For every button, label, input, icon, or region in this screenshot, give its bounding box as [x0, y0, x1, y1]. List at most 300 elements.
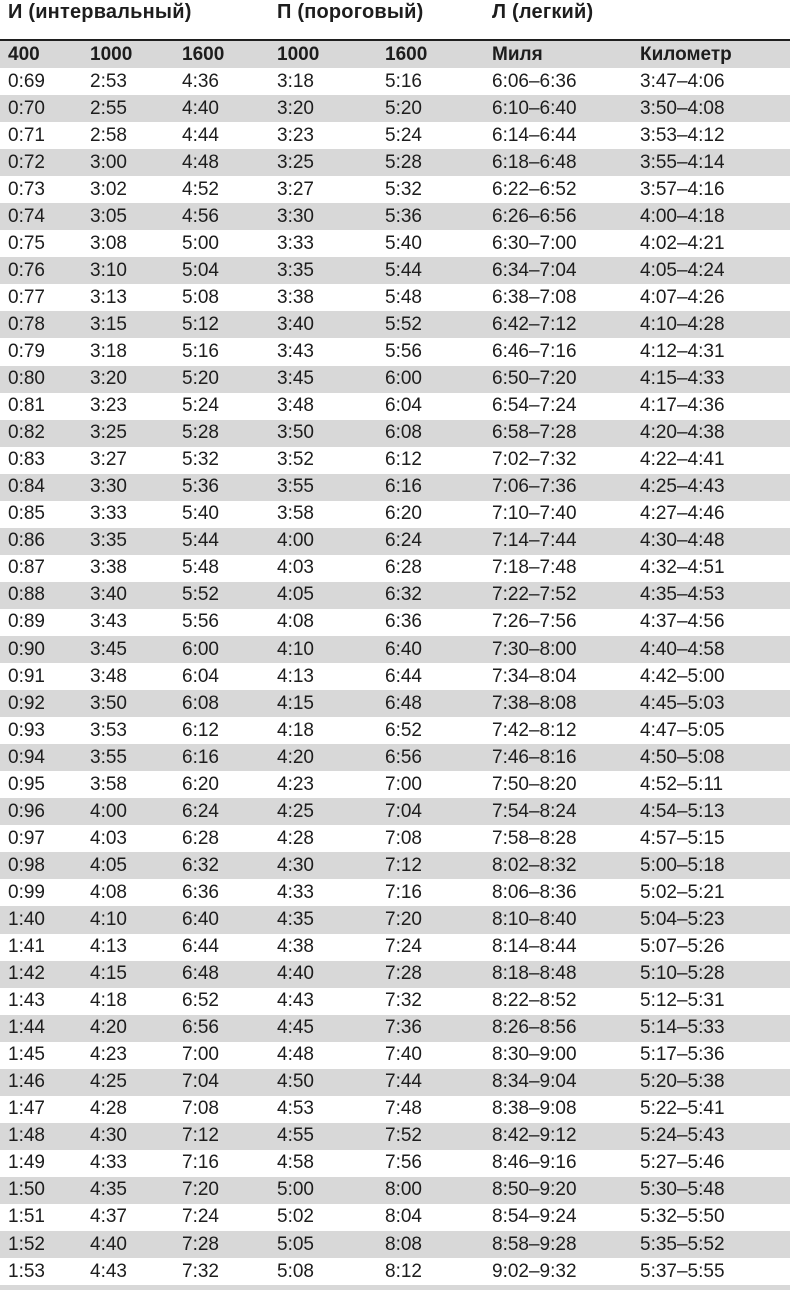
- table-cell: 0:90: [8, 638, 45, 660]
- table-cell: 8:02–8:32: [492, 854, 577, 876]
- table-cell: 1:40: [8, 908, 45, 930]
- table-cell: 9:02–9:32: [492, 1260, 577, 1282]
- table-cell: 7:24: [182, 1206, 219, 1228]
- table-cell: 4:40–4:58: [640, 638, 725, 660]
- table-cell: 3:27: [90, 449, 127, 471]
- table-cell: 4:23: [90, 1044, 127, 1066]
- table-cell: 4:45: [277, 1017, 314, 1039]
- table-cell: 3:25: [90, 422, 127, 444]
- table-cell: 5:32–5:50: [640, 1206, 725, 1228]
- table-row: [0, 798, 790, 825]
- table-row: [0, 1177, 790, 1204]
- table-cell: 5:12–5:31: [640, 990, 725, 1012]
- table-cell: 4:18: [90, 990, 127, 1012]
- table-cell: 7:16: [182, 1152, 219, 1174]
- table-cell: 6:54–7:24: [492, 395, 577, 417]
- table-cell: 3:53–4:12: [640, 124, 725, 146]
- table-cell: 0:95: [8, 773, 45, 795]
- table-cell: 8:14–8:44: [492, 936, 577, 958]
- table-cell: 7:00: [385, 773, 422, 795]
- table-cell: 4:57–5:15: [640, 827, 725, 849]
- table-cell: 4:02–4:21: [640, 232, 725, 254]
- table-cell: 5:10–5:28: [640, 963, 725, 985]
- table-cell: 4:52: [182, 178, 219, 200]
- table-cell: 3:55: [277, 476, 314, 498]
- table-cell: 1:42: [8, 963, 45, 985]
- table-cell: 3:25: [277, 151, 314, 173]
- table-cell: 4:15: [90, 963, 127, 985]
- table-cell: 0:80: [8, 368, 45, 390]
- table-cell: 4:03: [277, 557, 314, 579]
- table-cell: 1:43: [8, 990, 45, 1012]
- table-cell: 3:50: [277, 422, 314, 444]
- table-cell: 7:46–8:16: [492, 746, 577, 768]
- table-cell: 6:52: [182, 990, 219, 1012]
- table-row: [0, 122, 790, 149]
- table-row: [0, 879, 790, 906]
- table-cell: 4:50–5:08: [640, 746, 725, 768]
- column-header-1600m-interval: 1600: [182, 43, 225, 65]
- table-cell: 6:08: [385, 422, 422, 444]
- table-cell: 4:20–4:38: [640, 422, 725, 444]
- table-cell: 4:37–4:56: [640, 611, 725, 633]
- table-cell: 6:38–7:08: [492, 286, 577, 308]
- table-cell: 3:38: [277, 286, 314, 308]
- table-cell: 7:14–7:44: [492, 530, 577, 552]
- table-cell: 4:05: [90, 854, 127, 876]
- table-cell: 8:54–9:24: [492, 1206, 577, 1228]
- table-cell: 6:34–7:04: [492, 259, 577, 281]
- table-row: [0, 447, 790, 474]
- table-cell: 4:00: [277, 530, 314, 552]
- table-cell: 6:52: [385, 719, 422, 741]
- table-cell: 8:10–8:40: [492, 908, 577, 930]
- table-cell: 4:13: [277, 665, 314, 687]
- table-cell: 7:18–7:48: [492, 557, 577, 579]
- table-cell: 4:48: [277, 1044, 314, 1066]
- table-cell: 3:40: [277, 313, 314, 335]
- table-cell: 6:00: [385, 368, 422, 390]
- table-cell: 1:45: [8, 1044, 45, 1066]
- table-cell: 6:32: [182, 854, 219, 876]
- table-cell: 6:40: [182, 908, 219, 930]
- table-cell: 7:00: [182, 1044, 219, 1066]
- table-cell: 8:06–8:36: [492, 881, 577, 903]
- table-cell: 0:87: [8, 557, 45, 579]
- table-cell: 4:56: [182, 205, 219, 227]
- table-cell: 0:92: [8, 692, 45, 714]
- table-cell: 7:40: [385, 1044, 422, 1066]
- table-cell: 7:32: [182, 1260, 219, 1282]
- table-cell: 5:30–5:48: [640, 1179, 725, 1201]
- table-cell: 3:52: [277, 449, 314, 471]
- table-cell: 3:20: [90, 368, 127, 390]
- table-cell: 6:28: [182, 827, 219, 849]
- table-row: [0, 230, 790, 257]
- table-cell: 5:32: [385, 178, 422, 200]
- table-cell: 3:05: [90, 205, 127, 227]
- table-cell: 4:08: [90, 881, 127, 903]
- table-cell: 0:84: [8, 476, 45, 498]
- table-cell: 4:30–4:48: [640, 530, 725, 552]
- table-cell: 5:35–5:52: [640, 1233, 725, 1255]
- table-cell: 7:02–7:32: [492, 449, 577, 471]
- table-cell: 3:57–4:16: [640, 178, 725, 200]
- table-cell: 4:35–4:53: [640, 584, 725, 606]
- table-cell: 5:04–5:23: [640, 908, 725, 930]
- column-header-mile-easy: Миля: [492, 43, 543, 65]
- table-cell: 6:36: [182, 881, 219, 903]
- table-cell: 5:32: [182, 449, 219, 471]
- table-cell: 0:98: [8, 854, 45, 876]
- next-row-sliver: [0, 1285, 790, 1290]
- table-cell: 7:16: [385, 881, 422, 903]
- table-cell: 5:16: [385, 70, 422, 92]
- table-cell: 4:38: [277, 936, 314, 958]
- table-row: [0, 1096, 790, 1123]
- table-cell: 0:97: [8, 827, 45, 849]
- table-row: [0, 95, 790, 122]
- table-cell: 6:40: [385, 638, 422, 660]
- table-row: [0, 68, 790, 95]
- table-row: [0, 528, 790, 555]
- table-row: [0, 636, 790, 663]
- group-header-threshold: П (пороговый): [277, 1, 424, 23]
- table-cell: 1:46: [8, 1071, 45, 1093]
- column-header-1600m-threshold: 1600: [385, 43, 428, 65]
- table-cell: 7:54–8:24: [492, 800, 577, 822]
- column-header-kilometer-easy: Километр: [640, 43, 732, 65]
- table-cell: 7:12: [385, 854, 422, 876]
- table-cell: 4:10–4:28: [640, 313, 725, 335]
- table-row: [0, 257, 790, 284]
- table-cell: 3:43: [90, 611, 127, 633]
- table-cell: 4:25: [277, 800, 314, 822]
- table-row: [0, 744, 790, 771]
- table-cell: 4:20: [277, 746, 314, 768]
- table-cell: 5:52: [385, 313, 422, 335]
- table-cell: 6:44: [385, 665, 422, 687]
- table-cell: 8:00: [385, 1179, 422, 1201]
- table-cell: 7:56: [385, 1152, 422, 1174]
- table-cell: 7:28: [182, 1233, 219, 1255]
- table-cell: 0:71: [8, 124, 45, 146]
- column-header-row: [0, 41, 790, 68]
- table-cell: 5:27–5:46: [640, 1152, 725, 1174]
- table-cell: 4:25–4:43: [640, 476, 725, 498]
- group-header-row: [0, 0, 790, 39]
- table-row: [0, 1123, 790, 1150]
- table-cell: 6:22–6:52: [492, 178, 577, 200]
- table-cell: 5:05: [277, 1233, 314, 1255]
- table-cell: 6:16: [182, 746, 219, 768]
- table-cell: 6:12: [385, 449, 422, 471]
- table-cell: 4:00–4:18: [640, 205, 725, 227]
- table-cell: 5:56: [385, 340, 422, 362]
- table-row: [0, 988, 790, 1015]
- table-cell: 4:54–5:13: [640, 800, 725, 822]
- table-cell: 7:26–7:56: [492, 611, 577, 633]
- table-cell: 3:15: [90, 313, 127, 335]
- table-row: [0, 393, 790, 420]
- table-cell: 5:40: [385, 232, 422, 254]
- table-row: [0, 149, 790, 176]
- table-cell: 0:76: [8, 259, 45, 281]
- table-cell: 3:50–4:08: [640, 97, 725, 119]
- table-cell: 2:55: [90, 97, 127, 119]
- table-cell: 0:94: [8, 746, 45, 768]
- table-cell: 4:55: [277, 1125, 314, 1147]
- table-cell: 7:52: [385, 1125, 422, 1147]
- table-cell: 4:22–4:41: [640, 449, 725, 471]
- table-row: [0, 338, 790, 365]
- table-cell: 0:91: [8, 665, 45, 687]
- table-cell: 5:28: [385, 151, 422, 173]
- table-cell: 0:75: [8, 232, 45, 254]
- table-cell: 8:04: [385, 1206, 422, 1228]
- table-cell: 5:40: [182, 503, 219, 525]
- table-cell: 4:10: [277, 638, 314, 660]
- table-cell: 6:20: [385, 503, 422, 525]
- table-cell: 5:08: [182, 286, 219, 308]
- table-cell: 5:02: [277, 1206, 314, 1228]
- table-cell: 6:42–7:12: [492, 313, 577, 335]
- table-cell: 4:28: [277, 827, 314, 849]
- table-cell: 3:10: [90, 259, 127, 281]
- table-cell: 4:28: [90, 1098, 127, 1120]
- table-cell: 1:47: [8, 1098, 45, 1120]
- table-cell: 0:74: [8, 205, 45, 227]
- table-cell: 4:32–4:51: [640, 557, 725, 579]
- table-cell: 5:17–5:36: [640, 1044, 725, 1066]
- table-cell: 3:47–4:06: [640, 70, 725, 92]
- column-header-400m-interval: 400: [8, 43, 40, 65]
- table-cell: 4:42–5:00: [640, 665, 725, 687]
- table-cell: 7:36: [385, 1017, 422, 1039]
- group-header-interval: И (интервальный): [8, 1, 192, 23]
- table-row: [0, 420, 790, 447]
- table-cell: 1:41: [8, 936, 45, 958]
- table-cell: 5:00–5:18: [640, 854, 725, 876]
- table-body: [0, 68, 790, 1285]
- table-cell: 7:34–8:04: [492, 665, 577, 687]
- table-cell: 3:23: [277, 124, 314, 146]
- table-row: [0, 690, 790, 717]
- table-cell: 1:50: [8, 1179, 45, 1201]
- table-cell: 4:20: [90, 1017, 127, 1039]
- table-cell: 6:46–7:16: [492, 340, 577, 362]
- table-cell: 7:32: [385, 990, 422, 1012]
- table-cell: 3:35: [277, 259, 314, 281]
- table-cell: 6:14–6:44: [492, 124, 577, 146]
- table-cell: 4:44: [182, 124, 219, 146]
- table-cell: 4:23: [277, 773, 314, 795]
- table-row: [0, 934, 790, 961]
- table-cell: 0:88: [8, 584, 45, 606]
- table-row: [0, 906, 790, 933]
- table-cell: 3:30: [277, 205, 314, 227]
- table-row: [0, 284, 790, 311]
- table-row: [0, 1258, 790, 1285]
- table-cell: 6:16: [385, 476, 422, 498]
- table-cell: 4:40: [182, 97, 219, 119]
- table-cell: 0:82: [8, 422, 45, 444]
- table-cell: 8:22–8:52: [492, 990, 577, 1012]
- table-cell: 4:13: [90, 936, 127, 958]
- table-cell: 3:27: [277, 178, 314, 200]
- table-cell: 7:30–8:00: [492, 638, 577, 660]
- table-cell: 0:93: [8, 719, 45, 741]
- table-row: [0, 771, 790, 798]
- table-cell: 3:18: [90, 340, 127, 362]
- table-cell: 7:20: [385, 908, 422, 930]
- table-cell: 5:20–5:38: [640, 1071, 725, 1093]
- table-cell: 5:24: [385, 124, 422, 146]
- table-cell: 4:53: [277, 1098, 314, 1120]
- table-row: [0, 366, 790, 393]
- table-cell: 4:30: [277, 854, 314, 876]
- table-cell: 7:48: [385, 1098, 422, 1120]
- table-row: [0, 582, 790, 609]
- table-cell: 8:26–8:56: [492, 1017, 577, 1039]
- table-row: [0, 825, 790, 852]
- table-cell: 0:72: [8, 151, 45, 173]
- table-cell: 3:48: [90, 665, 127, 687]
- table-cell: 4:40: [277, 963, 314, 985]
- table-cell: 4:03: [90, 827, 127, 849]
- table-cell: 6:18–6:48: [492, 151, 577, 173]
- table-cell: 6:08: [182, 692, 219, 714]
- table-cell: 7:24: [385, 936, 422, 958]
- table-cell: 1:53: [8, 1260, 45, 1282]
- table-cell: 3:00: [90, 151, 127, 173]
- table-cell: 6:50–7:20: [492, 368, 577, 390]
- table-row: [0, 961, 790, 988]
- table-cell: 5:12: [182, 313, 219, 335]
- table-cell: 0:79: [8, 340, 45, 362]
- table-cell: 3:33: [90, 503, 127, 525]
- table-cell: 3:35: [90, 530, 127, 552]
- table-cell: 1:52: [8, 1233, 45, 1255]
- table-cell: 3:08: [90, 232, 127, 254]
- table-cell: 7:10–7:40: [492, 503, 577, 525]
- table-cell: 2:53: [90, 70, 127, 92]
- table-cell: 3:18: [277, 70, 314, 92]
- table-cell: 6:20: [182, 773, 219, 795]
- table-cell: 3:45: [90, 638, 127, 660]
- table-cell: 8:08: [385, 1233, 422, 1255]
- table-cell: 5:24: [182, 395, 219, 417]
- table-cell: 5:04: [182, 259, 219, 281]
- table-cell: 5:48: [385, 286, 422, 308]
- table-cell: 3:38: [90, 557, 127, 579]
- table-cell: 5:36: [182, 476, 219, 498]
- table-cell: 3:30: [90, 476, 127, 498]
- table-cell: 0:77: [8, 286, 45, 308]
- table-cell: 7:58–8:28: [492, 827, 577, 849]
- column-header-1000m-interval: 1000: [90, 43, 133, 65]
- table-cell: 6:04: [182, 665, 219, 687]
- table-cell: 5:00: [277, 1179, 314, 1201]
- table-cell: 4:33: [90, 1152, 127, 1174]
- table-cell: 0:78: [8, 313, 45, 335]
- table-cell: 4:40: [90, 1233, 127, 1255]
- table-cell: 3:48: [277, 395, 314, 417]
- table-cell: 7:08: [182, 1098, 219, 1120]
- table-cell: 4:30: [90, 1125, 127, 1147]
- table-cell: 6:48: [182, 963, 219, 985]
- table-cell: 8:34–9:04: [492, 1071, 577, 1093]
- table-cell: 7:08: [385, 827, 422, 849]
- table-cell: 7:22–7:52: [492, 584, 577, 606]
- column-header-1000m-threshold: 1000: [277, 43, 320, 65]
- table-row: [0, 176, 790, 203]
- table-row: [0, 311, 790, 338]
- table-cell: 1:44: [8, 1017, 45, 1039]
- table-row: [0, 609, 790, 636]
- table-cell: 3:40: [90, 584, 127, 606]
- table-cell: 5:14–5:33: [640, 1017, 725, 1039]
- table-cell: 5:00: [182, 232, 219, 254]
- table-cell: 8:42–9:12: [492, 1125, 577, 1147]
- table-cell: 7:42–8:12: [492, 719, 577, 741]
- group-header-easy: Л (легкий): [492, 1, 594, 23]
- table-cell: 4:25: [90, 1071, 127, 1093]
- table-cell: 4:36: [182, 70, 219, 92]
- table-cell: 4:35: [277, 908, 314, 930]
- table-cell: 3:50: [90, 692, 127, 714]
- table-cell: 3:55–4:14: [640, 151, 725, 173]
- table-cell: 4:10: [90, 908, 127, 930]
- table-cell: 0:81: [8, 395, 45, 417]
- table-cell: 3:02: [90, 178, 127, 200]
- table-cell: 6:36: [385, 611, 422, 633]
- table-cell: 5:08: [277, 1260, 314, 1282]
- table-row: [0, 474, 790, 501]
- table-row: [0, 1042, 790, 1069]
- table-cell: 7:44: [385, 1071, 422, 1093]
- table-cell: 8:18–8:48: [492, 963, 577, 985]
- table-cell: 7:20: [182, 1179, 219, 1201]
- table-cell: 6:48: [385, 692, 422, 714]
- table-row: [0, 1204, 790, 1231]
- table-cell: 4:47–5:05: [640, 719, 725, 741]
- table-cell: 6:28: [385, 557, 422, 579]
- table-cell: 4:58: [277, 1152, 314, 1174]
- table-cell: 3:45: [277, 368, 314, 390]
- table-cell: 4:27–4:46: [640, 503, 725, 525]
- table-cell: 0:70: [8, 97, 45, 119]
- table-cell: 5:24–5:43: [640, 1125, 725, 1147]
- table-cell: 4:15–4:33: [640, 368, 725, 390]
- table-cell: 8:12: [385, 1260, 422, 1282]
- table-cell: 4:17–4:36: [640, 395, 725, 417]
- table-cell: 4:48: [182, 151, 219, 173]
- table-cell: 3:43: [277, 340, 314, 362]
- table-cell: 3:58: [90, 773, 127, 795]
- table-cell: 6:56: [385, 746, 422, 768]
- table-cell: 4:33: [277, 881, 314, 903]
- table-cell: 0:85: [8, 503, 45, 525]
- table-cell: 6:10–6:40: [492, 97, 577, 119]
- table-cell: 0:99: [8, 881, 45, 903]
- table-cell: 6:12: [182, 719, 219, 741]
- table-cell: 5:28: [182, 422, 219, 444]
- table-cell: 0:86: [8, 530, 45, 552]
- table-row: [0, 1231, 790, 1258]
- table-cell: 5:20: [385, 97, 422, 119]
- table-cell: 6:56: [182, 1017, 219, 1039]
